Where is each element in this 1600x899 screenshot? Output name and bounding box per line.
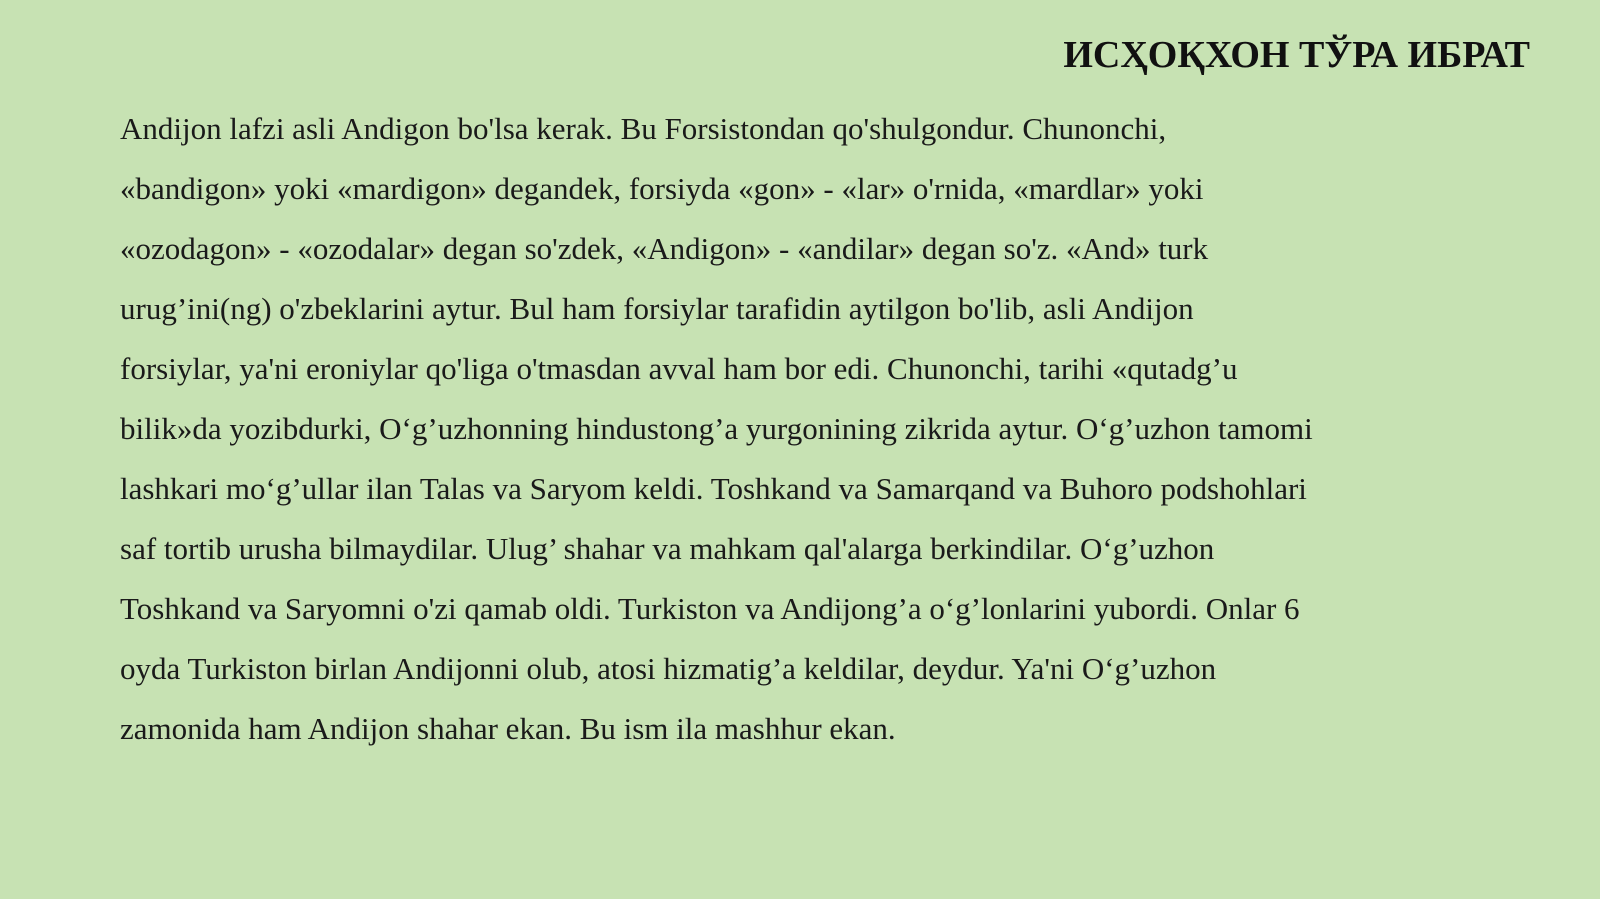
text-line: Andijon lafzi asli Andigon bo'lsa kerak. Bu Forsistondan qo'shulgondur. Chunonchi, xyxy=(120,111,1167,146)
text-line: Toshkand va Saryomni o'zi qamab oldi. Turkiston va Andijong’a o‘g’lonlarini yubordi. Onlar 6 xyxy=(120,591,1300,626)
text-line: lashkari mo‘g’ullar ilan Talas va Saryom keldi. Toshkand va Samarqand va Buhoro podshohlari xyxy=(120,471,1307,506)
text-line: «bandigon» yoki «mardigon» degandek, forsiyda «gon» - «lar» o'rnida, «mardlar» yoki xyxy=(120,171,1204,206)
body-paragraph xyxy=(120,99,1420,759)
text-line: oyda Turkiston birlan Andijonni olub, atosi hizmatig’a keldilar, deydur. Ya'ni O‘g’uzhon xyxy=(120,651,1217,686)
text-line: urug’ini(ng) o'zbeklarini aytur. Bul ham forsiylar tarafidin aytilgon bo'lib, asli Andijon xyxy=(120,291,1194,326)
text-line: forsiylar, ya'ni eroniylar qo'liga o'tmasdan avval ham bor edi. Chunonchi, tarihi «qutadg’u xyxy=(120,351,1238,386)
text-line: «ozodagon» - «ozodalar» degan so'zdek, «Andigon» - «andilar» degan so'z. «And» turk xyxy=(120,231,1209,266)
text-line: saf tortib urusha bilmaydilar. Ulug’ shahar va mahkam qal'alarga berkindilar. O‘g’uzhon xyxy=(120,531,1215,566)
slide-title: ИСҲОҚХОН ТЎРА ИБРАТ xyxy=(1063,34,1530,76)
text-line: zamonida ham Andijon shahar ekan. Bu ism ila mashhur ekan. xyxy=(120,711,896,746)
text-line: bilik»da yozibdurki, O‘g’uzhonning hindustong’a yurgonining zikrida aytur. O‘g’uzhon tamomi xyxy=(120,411,1313,446)
